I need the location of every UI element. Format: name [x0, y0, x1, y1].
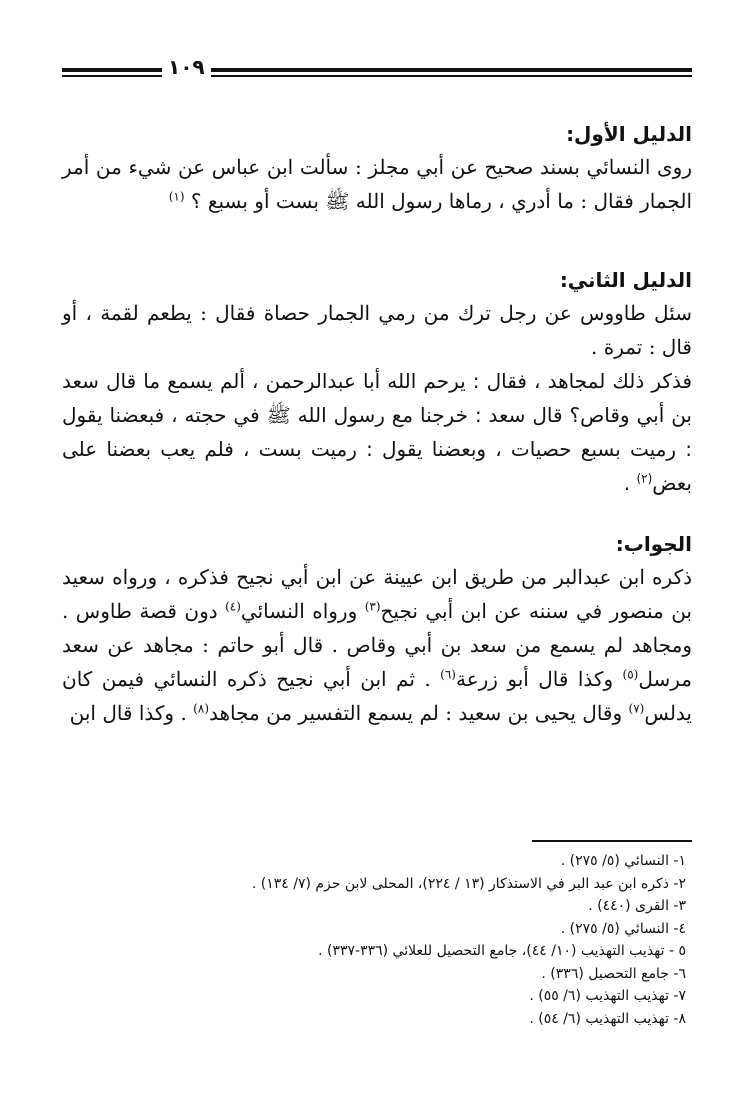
answer-text-2: ورواه النسائي	[240, 599, 365, 623]
answer-text-3: دون قصة طاوس . ومجاهد لم يسمع من سعد بن أبي وقاص . قال أبو حاتم : مجاهد عن سعد مرسل	[62, 599, 693, 691]
footnote-ref-5: (٥)	[622, 667, 639, 682]
paragraph-mujahid	[62, 364, 692, 500]
footnote-item: ٥ - تهذيب التهذيب (١٠/ ٤٤)، جامع التحصيل للعلائي (٣٣٦-٣٣٧) .	[318, 943, 686, 959]
answer-text-6: وقال يحيى بن سعيد : لم يسمع التفسير من مجاهد	[209, 701, 629, 725]
text-first-evidence: روى النسائي بسند صحيح عن أبي مجلز : سألت ابن عباس عن شيء من أمر الجمار فقال : ما أدري ، رماها رسول الله ﷺ بست أو بسبع ؟	[62, 155, 692, 213]
footnote-separator	[532, 840, 692, 842]
footnote-ref-7: (٧)	[628, 701, 645, 716]
section-first-evidence	[62, 118, 692, 218]
section-heading-first: الدليل الأول:	[566, 122, 692, 146]
answer-text-5: . ثم ابن أبي نجيح ذكره النسائي فيمن كان يدلس	[62, 667, 692, 725]
footnote-ref-6: (٦)	[440, 667, 456, 682]
header-rule-thick	[62, 68, 692, 72]
paragraph-tawus: سئل طاووس عن رجل ترك من رمي الجمار حصاة فقال : يطعم لقمة ، أو قال : تمرة .	[62, 301, 692, 359]
footnote-ref-1: (١)	[168, 189, 185, 204]
section-heading-second: الدليل الثاني:	[559, 268, 692, 292]
footnote-item: ٧- تهذيب التهذيب (٦/ ٥٥) .	[529, 988, 686, 1004]
footnote-ref-3: (٣)	[364, 599, 381, 614]
text-mujahid-end: .	[623, 471, 631, 495]
section-heading-answer: الجواب:	[615, 532, 692, 556]
footnote-item: ٦- جامع التحصيل (٣٣٦) .	[541, 965, 686, 982]
book-page	[62, 52, 693, 1027]
page-header	[62, 52, 692, 82]
footnote-list	[62, 850, 692, 1030]
footnote-ref-2: (٢)	[636, 471, 653, 486]
section-second-evidence	[62, 264, 692, 500]
footnote-item: ٨- تهذيب التهذيب (٦/ ٥٤) .	[529, 1010, 686, 1027]
paragraph-answer	[62, 560, 692, 730]
answer-text-7: . وكذا قال ابن	[69, 701, 194, 725]
footnote-item: ٤- النسائي (٥/ ٢٧٥) .	[560, 920, 686, 937]
text-mujahid: فذكر ذلك لمجاهد ، فقال : يرحم الله أبا عبدالرحمن ، ألم يسمع ما قال سعد بن أبي وقاص؟ قال سعد : خرجنا مع رسول الله ﷺ في حجته ، فبعضنا يقول : رميت بسبع حصيات ، وبعضنا يقول : رميت بست ، فلم يعب بعضنا على بعض	[62, 369, 692, 495]
footnote-item: ٢- ذكره ابن عبد البر في الاستذكار (١٣ / ٢٢٤)، المحلى لابن حزم (٧/ ١٣٤) .	[251, 875, 686, 892]
section-answer	[62, 528, 692, 730]
paragraph-first-evidence	[62, 150, 692, 218]
footnote-item: ٣- القرى (٤٤٠) .	[588, 898, 686, 914]
footnote-item: ١- النسائي (٥/ ٢٧٥) .	[560, 853, 686, 869]
answer-text-4: وكذا قال أبو زرعة	[455, 667, 623, 691]
footnote-ref-8: (٨)	[193, 701, 209, 716]
header-rule-thin	[62, 75, 692, 77]
answer-text-1: ذكره ابن عبدالبر من طريق ابن عيينة عن ابن أبي نجيح فذكره ، ورواه سعيد بن منصور في سننه عن ابن أبي نجيح	[62, 565, 692, 623]
page-number: ١٠٩	[162, 54, 211, 80]
footnote-ref-4: (٤)	[225, 599, 241, 614]
